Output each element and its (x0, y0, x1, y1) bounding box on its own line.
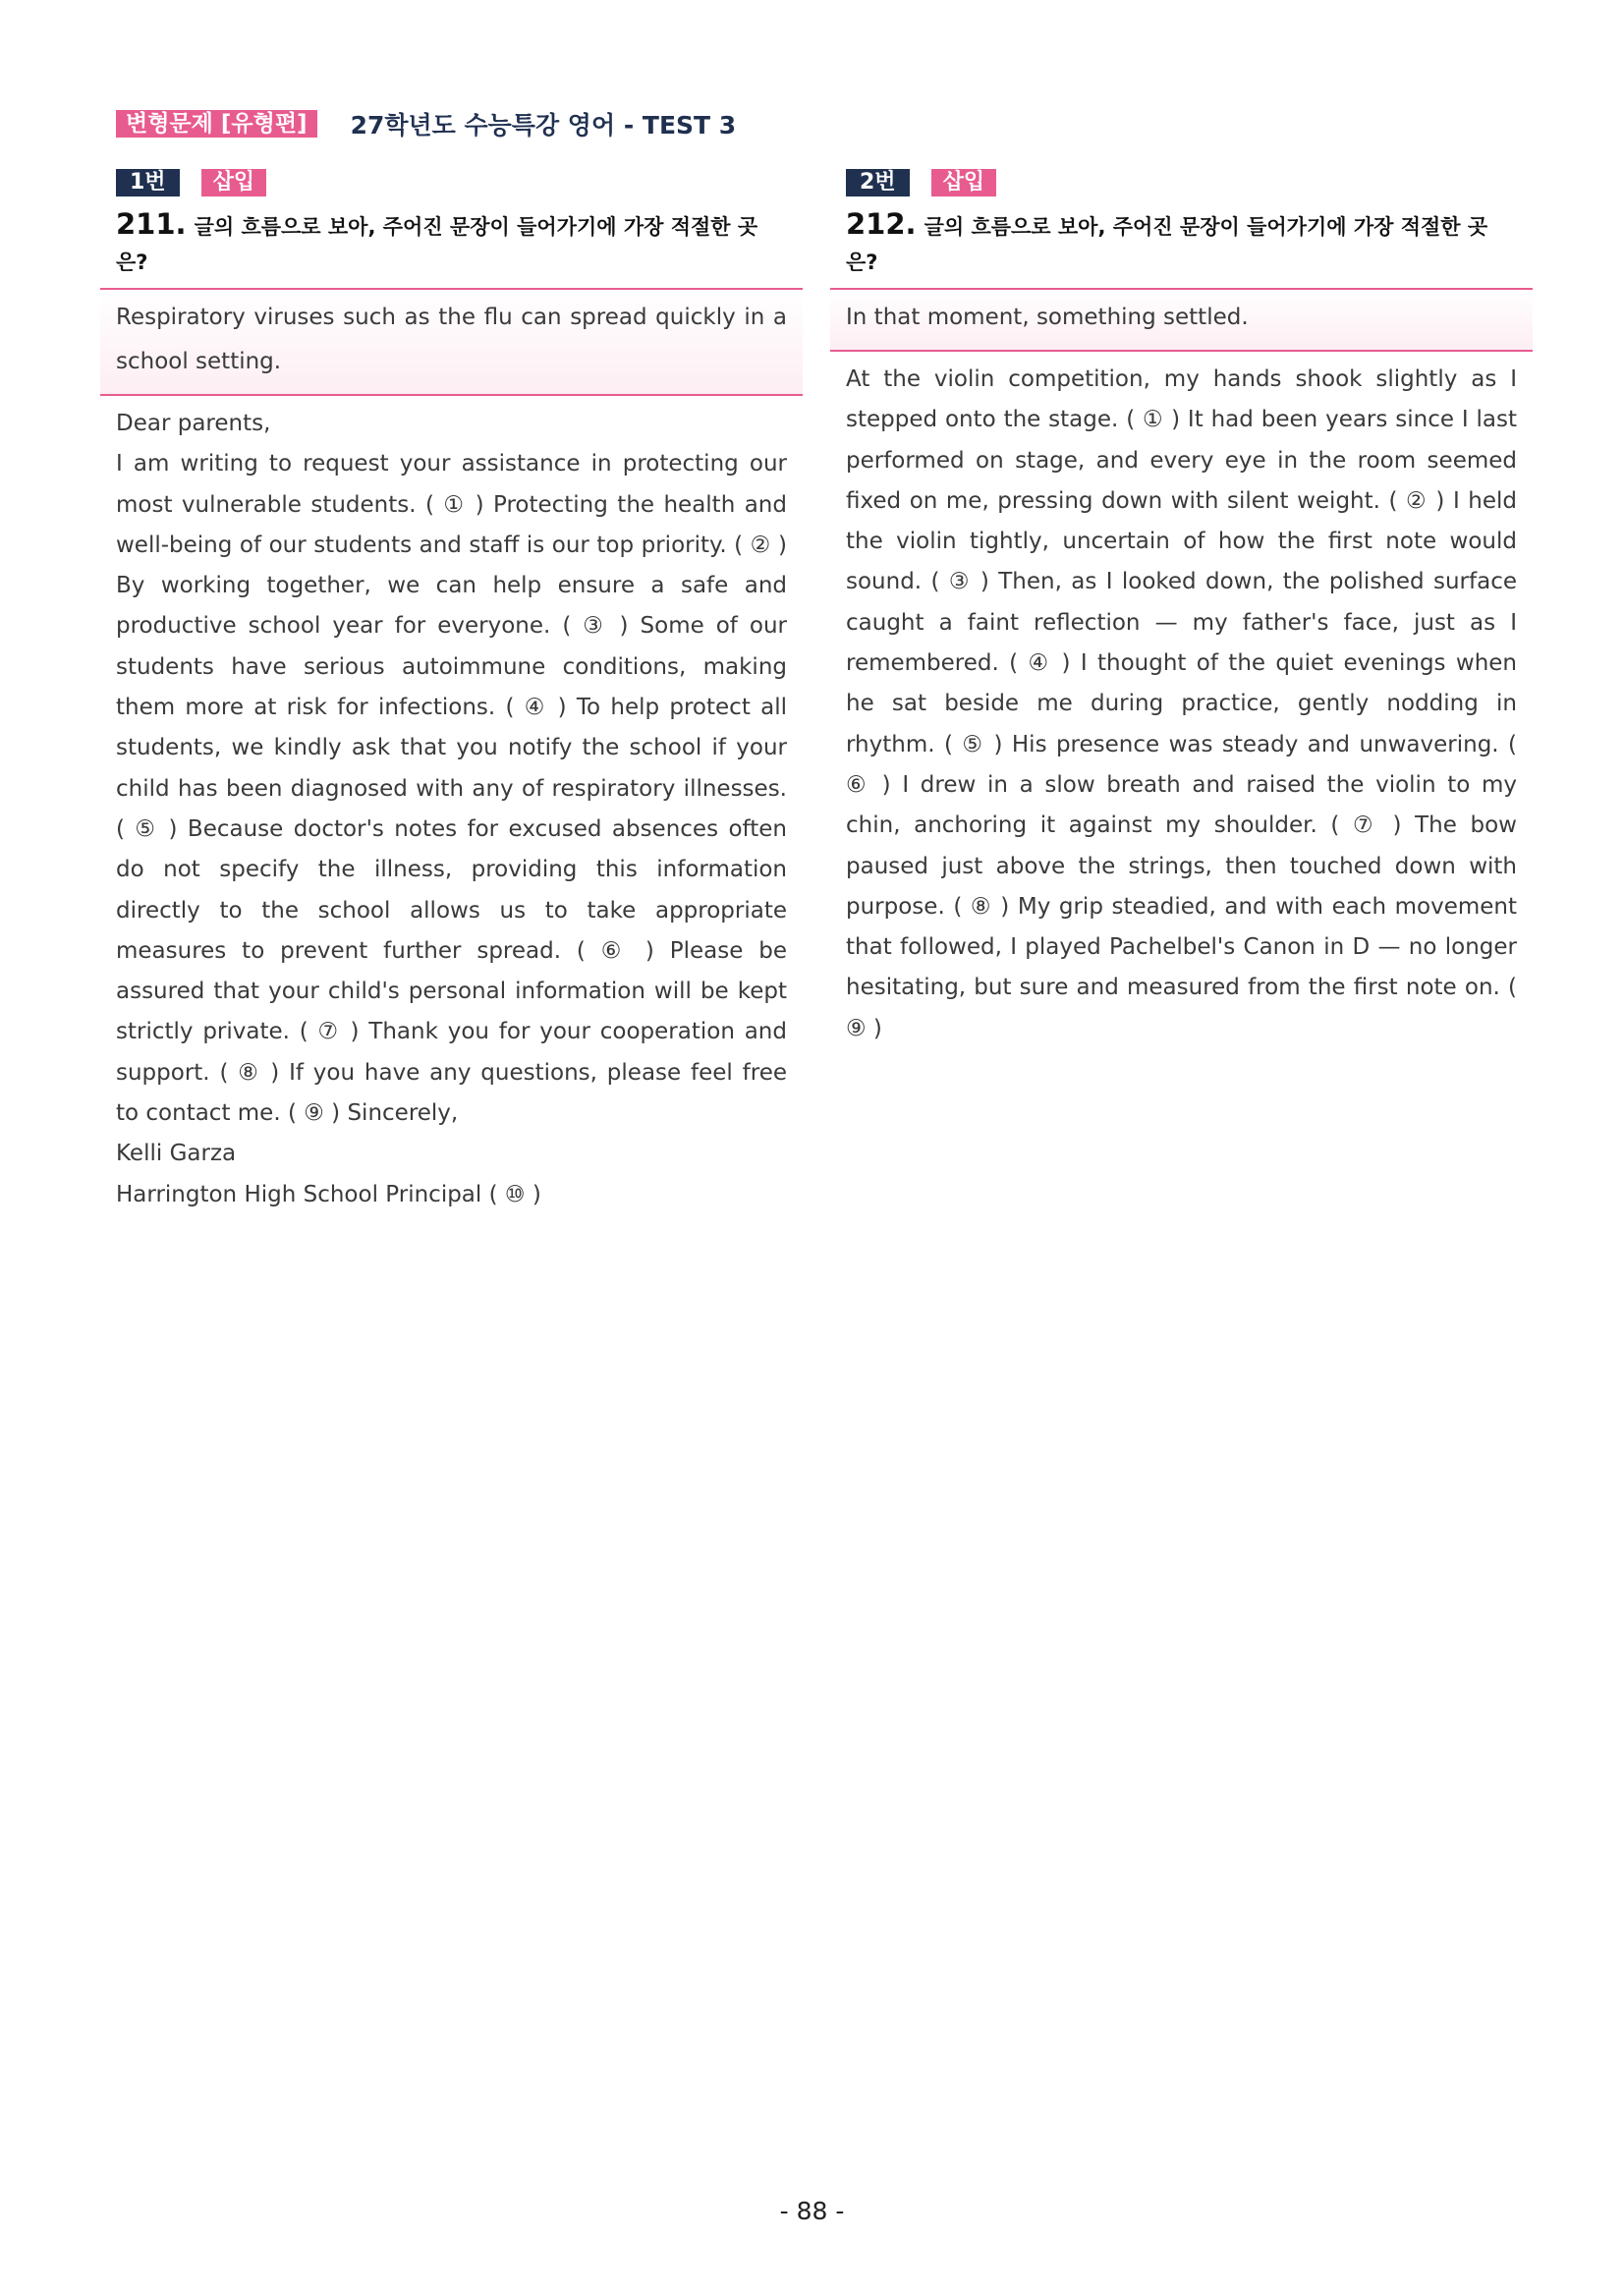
question-text: 글의 흐름으로 보아, 주어진 문장이 들어가기에 가장 적절한 곳은? (116, 215, 758, 274)
passage (830, 352, 1533, 1049)
type-badge: 삽입 (201, 169, 267, 196)
passage-body: At the violin competition, my hands shook slightly as I stepped onto the stage. ( ① ) It had been years since I last performed on stage, and every eye in the room seemed fixed on me, pressing down with silent weight. ( ② ) I held the violin tightly, uncertain of how the first note would sound. ( ③ ) Then, as I looked down, the polished surface caught a faint reflection — my father's face, just as I remembered. ( ④ ) I thought of the quiet evenings when he sat beside me during practice, gently nodding in rhythm. ( ⑤ ) His presence was steady and unwavering. ( ⑥ ) I drew in a slow breath and raised the violin to my chin, anchoring it against my shoulder. ( ⑦ ) The bow paused just above the strings, then touched down with purpose. ( ⑧ ) My grip steadied, and with each movement that followed, I played Pachelbel's Canon in D — no longer hesitating, but sure and measured from the first note on. ( ⑨ ) (846, 366, 1517, 1041)
question-badges (116, 169, 803, 196)
question-badges (846, 169, 1533, 196)
question-prompt (846, 206, 1533, 280)
signature-name: Kelli Garza (116, 1141, 237, 1167)
passage (100, 396, 803, 1215)
given-sentence: Respiratory viruses such as the flu can spread quickly in a school setting. (100, 288, 803, 396)
type-badge: 삽입 (931, 169, 997, 196)
question-text: 글의 흐름으로 보아, 주어진 문장이 들어가기에 가장 적절한 곳은? (846, 215, 1488, 274)
question-number: 212. (846, 207, 917, 241)
number-badge: 1번 (116, 169, 180, 196)
header-tag: 변형문제 [유형편] (116, 110, 317, 138)
number-badge: 2번 (846, 169, 910, 196)
page-number: - 88 - (779, 2197, 845, 2225)
question-212 (830, 169, 1533, 1049)
salutation: Dear parents, (116, 411, 271, 436)
passage-body: I am writing to request your assistance in protecting our most vulnerable students. ( ① ) Protecting the health and well-being of our students and staff is our top priority. ( ② ) By working together, we can help ensure a safe and productive school year for everyone. ( ③ ) Some of our students have serious autoimmune conditions, making them more at risk for infections. ( ④ ) To help protect all students, we kindly ask that you notify the school if your child has been diagnosed with any of respiratory illnesses. ( ⑤ ) Because doctor's notes for excused absences often do not specify the illness, providing this information directly to the school allows us to take appropriate measures to prevent further spread. ( ⑥ ) Please be assured that your child's personal information will be kept strictly private. ( ⑦ ) Thank you for your cooperation and support. ( ⑧ ) If you have any questions, please feel free to contact me. ( ⑨ ) Sincerely, (116, 451, 787, 1127)
given-sentence: In that moment, something settled. (830, 288, 1533, 352)
header-title: 27학년도 수능특강 영어 - TEST 3 (350, 111, 737, 140)
signature-title: Harrington High School Principal ( ⑩ ) (116, 1181, 541, 1207)
page-header (116, 106, 736, 141)
question-211 (100, 169, 803, 1215)
question-number: 211. (116, 207, 187, 241)
question-prompt (116, 206, 803, 280)
